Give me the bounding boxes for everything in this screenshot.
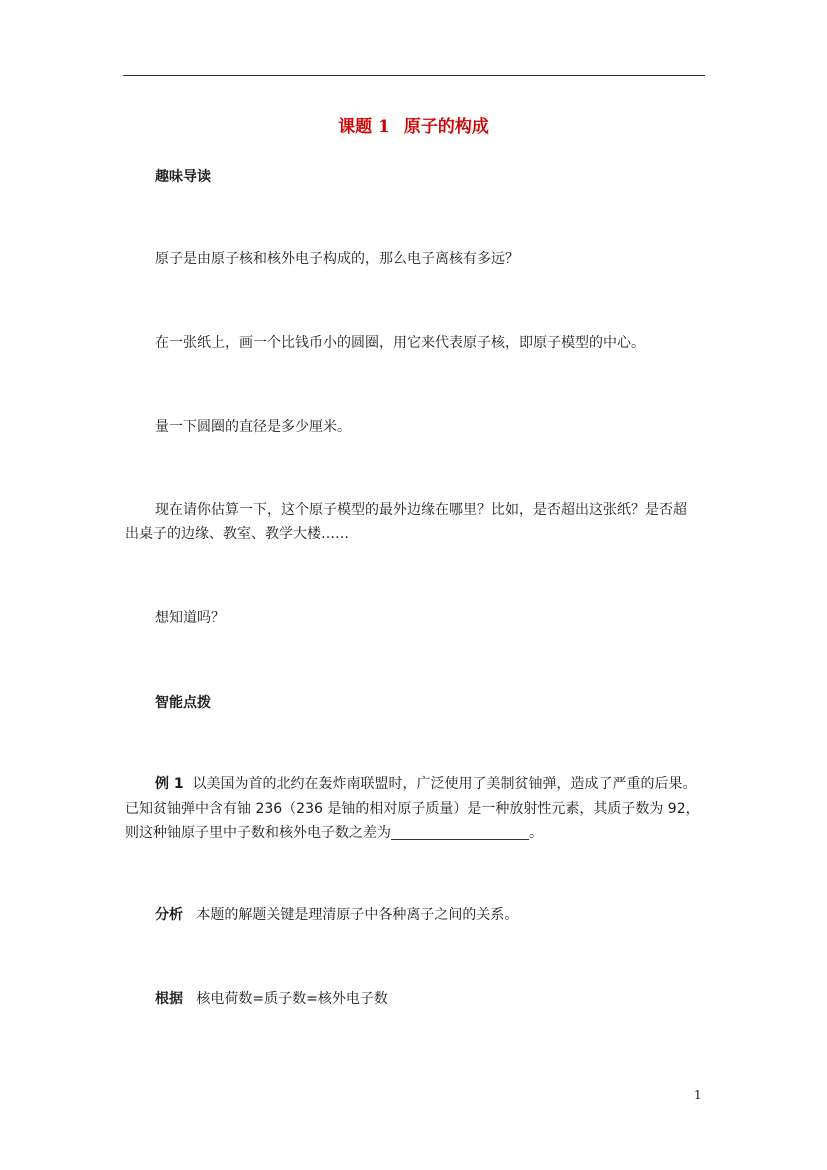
example-text-3: 则这种铀原子里中子数和核外电子数之差为 <box>125 825 391 841</box>
analysis-label: 分析 <box>155 907 183 923</box>
paragraph-question: 原子是由原子核和核外电子构成的，那么电子离核有多远？ <box>155 251 519 267</box>
basis-label: 根据 <box>155 991 183 1007</box>
analysis-text: 本题的解题关键是理清原子中各种离子之间的关系。 <box>196 907 519 923</box>
example-line1 <box>155 772 715 796</box>
analysis-line <box>155 903 715 927</box>
basis-line <box>155 987 715 1011</box>
page-number: 1 <box>694 1088 702 1102</box>
section-heading-intro: 趣味导读 <box>155 169 211 185</box>
paragraph-measure: 量一下圆圈的直径是多少厘米。 <box>155 419 351 435</box>
example-line3 <box>125 821 705 845</box>
example-text-3-end: 。 <box>529 825 543 841</box>
example-line2: 已知贫铀弹中含有铀 236（236 是铀的相对原子质量）是一种放射性元素，其质子数为 92， <box>125 801 700 817</box>
answer-blank[interactable] <box>391 824 529 840</box>
paragraph-draw-circle: 在一张纸上，画一个比钱币小的圆圈，用它来代表原子核，即原子模型的中心。 <box>155 335 645 351</box>
paragraph-estimate-line2: 出桌子的边缘、教室、教学大楼…… <box>125 526 349 542</box>
lesson-title <box>0 112 827 137</box>
paragraph-want-to-know: 想知道吗？ <box>155 610 225 626</box>
example-text-1: 以美国为首的北约在轰炸南联盟时，广泛使用了美制贫铀弹，造成了严重的后果。 <box>192 776 697 792</box>
section-heading-tips: 智能点拨 <box>155 695 211 711</box>
paragraph-estimate-line1: 现在请你估算一下，这个原子模型的最外边缘在哪里？比如，是否超出这张纸？是否超 <box>155 502 687 518</box>
lesson-name: 原子的构成 <box>403 117 489 137</box>
basis-text: 核电荷数=质子数=核外电子数 <box>196 991 388 1007</box>
lesson-number: 课题 1 <box>338 117 390 137</box>
header-rule <box>123 75 705 76</box>
example-label: 例 1 <box>155 776 184 792</box>
